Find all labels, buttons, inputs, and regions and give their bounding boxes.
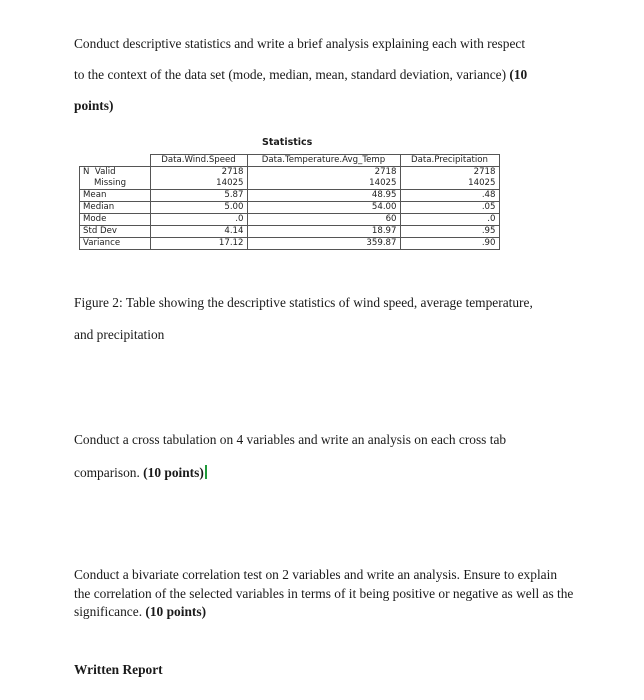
table-cell: 14025 <box>150 178 247 190</box>
question-1-points-cont: points) <box>74 98 114 113</box>
question-2-line-2: comparison. <box>74 465 144 480</box>
question-2 <box>74 423 574 489</box>
row-label: Missing <box>80 178 151 190</box>
row-label: Std Dev <box>80 226 151 238</box>
table-cell: 2718 <box>150 167 247 179</box>
question-2-points: (10 points) <box>143 465 204 480</box>
column-header: Data.Precipitation <box>400 155 499 167</box>
table-cell: .95 <box>400 226 499 238</box>
table-row <box>80 214 500 226</box>
question-3-text: Conduct a bivariate correlation test on 2 variables and write an analysis. Ensure to explain the correlation of the selected variables in terms of it being positive or negative as well as the significance. <box>74 567 574 619</box>
table-row <box>80 167 500 179</box>
table-cell: 17.12 <box>150 238 247 250</box>
table-row <box>80 178 500 190</box>
table-cell: 60 <box>247 214 400 226</box>
column-header: Data.Wind.Speed <box>150 155 247 167</box>
table-cell: 4.14 <box>150 226 247 238</box>
table-cell: 5.00 <box>150 202 247 214</box>
table-cell: .0 <box>150 214 247 226</box>
column-header: Data.Temperature.Avg_Temp <box>247 155 400 167</box>
table-cell: .05 <box>400 202 499 214</box>
question-3 <box>74 566 574 622</box>
table-cell: .90 <box>400 238 499 250</box>
section-heading: Written Report <box>74 662 163 677</box>
row-label: Variance <box>80 238 151 250</box>
table-row <box>80 226 500 238</box>
table-cell: 14025 <box>400 178 499 190</box>
table-row <box>80 202 500 214</box>
figure-caption-line-1: Figure 2: Table showing the descriptive statistics of wind speed, average temperature, <box>74 295 533 310</box>
question-1-line-1: Conduct descriptive statistics and write a brief analysis explaining each with respect <box>74 36 526 51</box>
question-1-line-2: to the context of the data set (mode, median, mean, standard deviation, variance) <box>74 67 510 82</box>
table-cell: 48.95 <box>247 190 400 202</box>
table-corner-cell <box>80 155 151 167</box>
table-cell: 2718 <box>400 167 499 179</box>
statistics-table <box>79 154 500 250</box>
figure-caption <box>74 287 574 351</box>
table-cell: 5.87 <box>150 190 247 202</box>
question-3-points: (10 points) <box>145 604 207 619</box>
table-cell: 359.87 <box>247 238 400 250</box>
table-row <box>80 190 500 202</box>
row-label: Median <box>80 202 151 214</box>
text-cursor <box>205 465 207 479</box>
table-cell: 18.97 <box>247 226 400 238</box>
question-1-points: (10 <box>509 67 528 82</box>
row-label: Mean <box>80 190 151 202</box>
table-cell: 54.00 <box>247 202 400 214</box>
table-header-row <box>80 155 500 167</box>
table-row <box>80 238 500 250</box>
question-2-line-1: Conduct a cross tabulation on 4 variables and write an analysis on each cross tab <box>74 432 507 447</box>
statistics-table-title: Statistics <box>262 137 313 148</box>
question-1 <box>74 28 574 121</box>
row-label: N Valid <box>80 167 151 179</box>
table-cell: 14025 <box>247 178 400 190</box>
table-cell: 2718 <box>247 167 400 179</box>
row-label: Mode <box>80 214 151 226</box>
figure-caption-line-2: and precipitation <box>74 327 165 342</box>
table-cell: .48 <box>400 190 499 202</box>
table-cell: .0 <box>400 214 499 226</box>
